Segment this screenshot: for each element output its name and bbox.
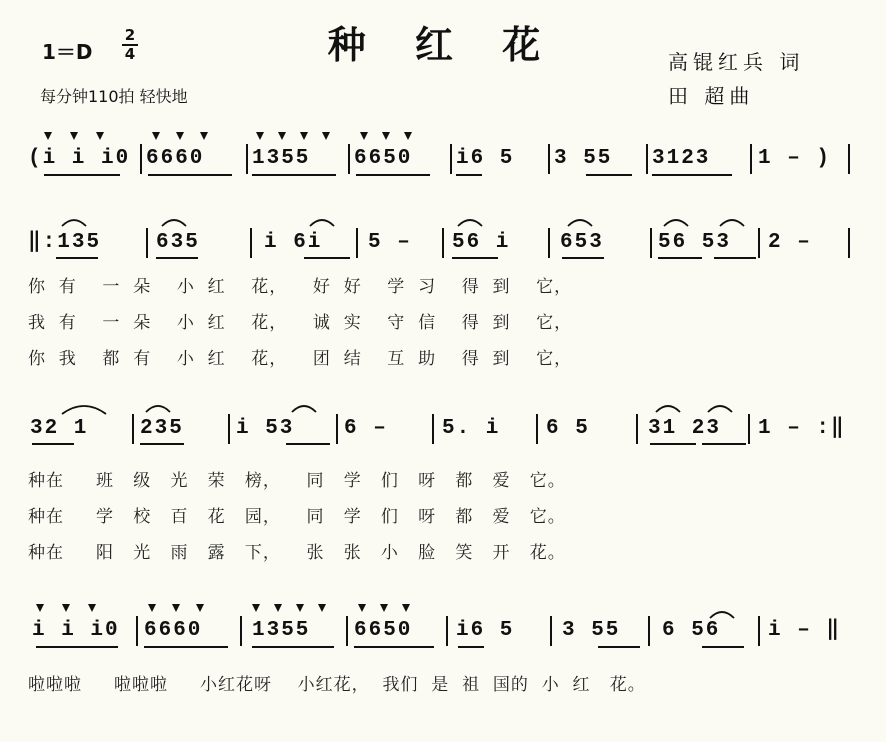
slur-marks: [62, 220, 744, 618]
measure-1-3: 1355: [252, 147, 311, 170]
measure-4-3: 1355: [252, 619, 311, 642]
time-bottom: 4: [124, 44, 136, 63]
measure-1-6: 3 55: [554, 147, 613, 170]
measure-3-1: 32 1: [30, 417, 89, 440]
lyric-line-5: 种在 学 校 百 花 园， 同 学 们 呀 都 爱 它。: [28, 507, 566, 527]
measure-3-6: 6 5: [546, 417, 590, 440]
measure-1-4: 6650: [354, 147, 413, 170]
time-top: 2: [124, 26, 136, 44]
measure-4-2: 6660: [144, 619, 203, 642]
lyricist-credit: 高锟红兵 词: [668, 50, 805, 74]
lyric-line-4: 种在 班 级 光 荣 榜， 同 学 们 呀 都 爱 它。: [28, 471, 566, 491]
measure-2-5: 56 i: [452, 231, 511, 254]
measure-2-4: 5 –: [368, 231, 412, 254]
measure-2-2: 635: [156, 231, 200, 254]
measure-3-8: 1 – :‖: [758, 417, 846, 440]
measure-2-3: i 6i: [264, 231, 323, 254]
measure-3-4: 6 –: [344, 417, 388, 440]
lyric-line-1: 你 有 一 朵 小 红 花， 好 好 学 习 得 到 它，: [28, 277, 573, 297]
measure-4-1: i i i0: [32, 619, 120, 642]
measure-2-8: 2 –: [768, 231, 812, 254]
lyric-line-7: 啦啦啦 啦啦啦 小红花呀 小红花， 我们 是 祖 国的 小 红 花。: [28, 675, 646, 695]
measure-4-4: 6650: [354, 619, 413, 642]
measure-1-7: 3123: [652, 147, 711, 170]
lyric-line-2: 我 有 一 朵 小 红 花， 诚 实 守 信 得 到 它，: [28, 313, 573, 333]
measure-3-3: i 53: [236, 417, 295, 440]
measure-4-8: i – ‖: [768, 619, 842, 642]
measure-3-2: 235: [140, 417, 184, 440]
measure-3-7: 31 23: [648, 417, 722, 440]
lyric-line-3: 你 我 都 有 小 红 花， 团 结 互 助 得 到 它，: [28, 349, 573, 369]
measure-4-6: 3 55: [562, 619, 621, 642]
measure-1-8: 1 – ): [758, 147, 832, 170]
measure-3-5: 5. i: [442, 417, 501, 440]
accent-marks-row-4: [36, 604, 410, 612]
measure-2-1: ‖:135: [28, 231, 102, 254]
measure-1-5: i6 5: [456, 147, 515, 170]
tempo-marking: 每分钟110拍 轻快地: [40, 87, 188, 106]
measure-4-5: i6 5: [456, 619, 515, 642]
accent-marks-row-1: [44, 132, 412, 140]
measure-2-7: 56 53: [658, 231, 732, 254]
measure-2-6: 653: [560, 231, 604, 254]
song-title: 种 红 花: [327, 22, 559, 67]
measure-1-2: 6660: [146, 147, 205, 170]
lyric-line-6: 种在 阳 光 雨 露 下， 张 张 小 脸 笑 开 花。: [28, 543, 566, 563]
measure-1-1: (i i i0: [28, 147, 131, 170]
beam-lines: [32, 175, 756, 647]
composer-credit: 田 超曲: [668, 84, 755, 108]
measure-4-7: 6 56: [662, 619, 721, 642]
key-signature: 1＝D: [42, 40, 93, 64]
